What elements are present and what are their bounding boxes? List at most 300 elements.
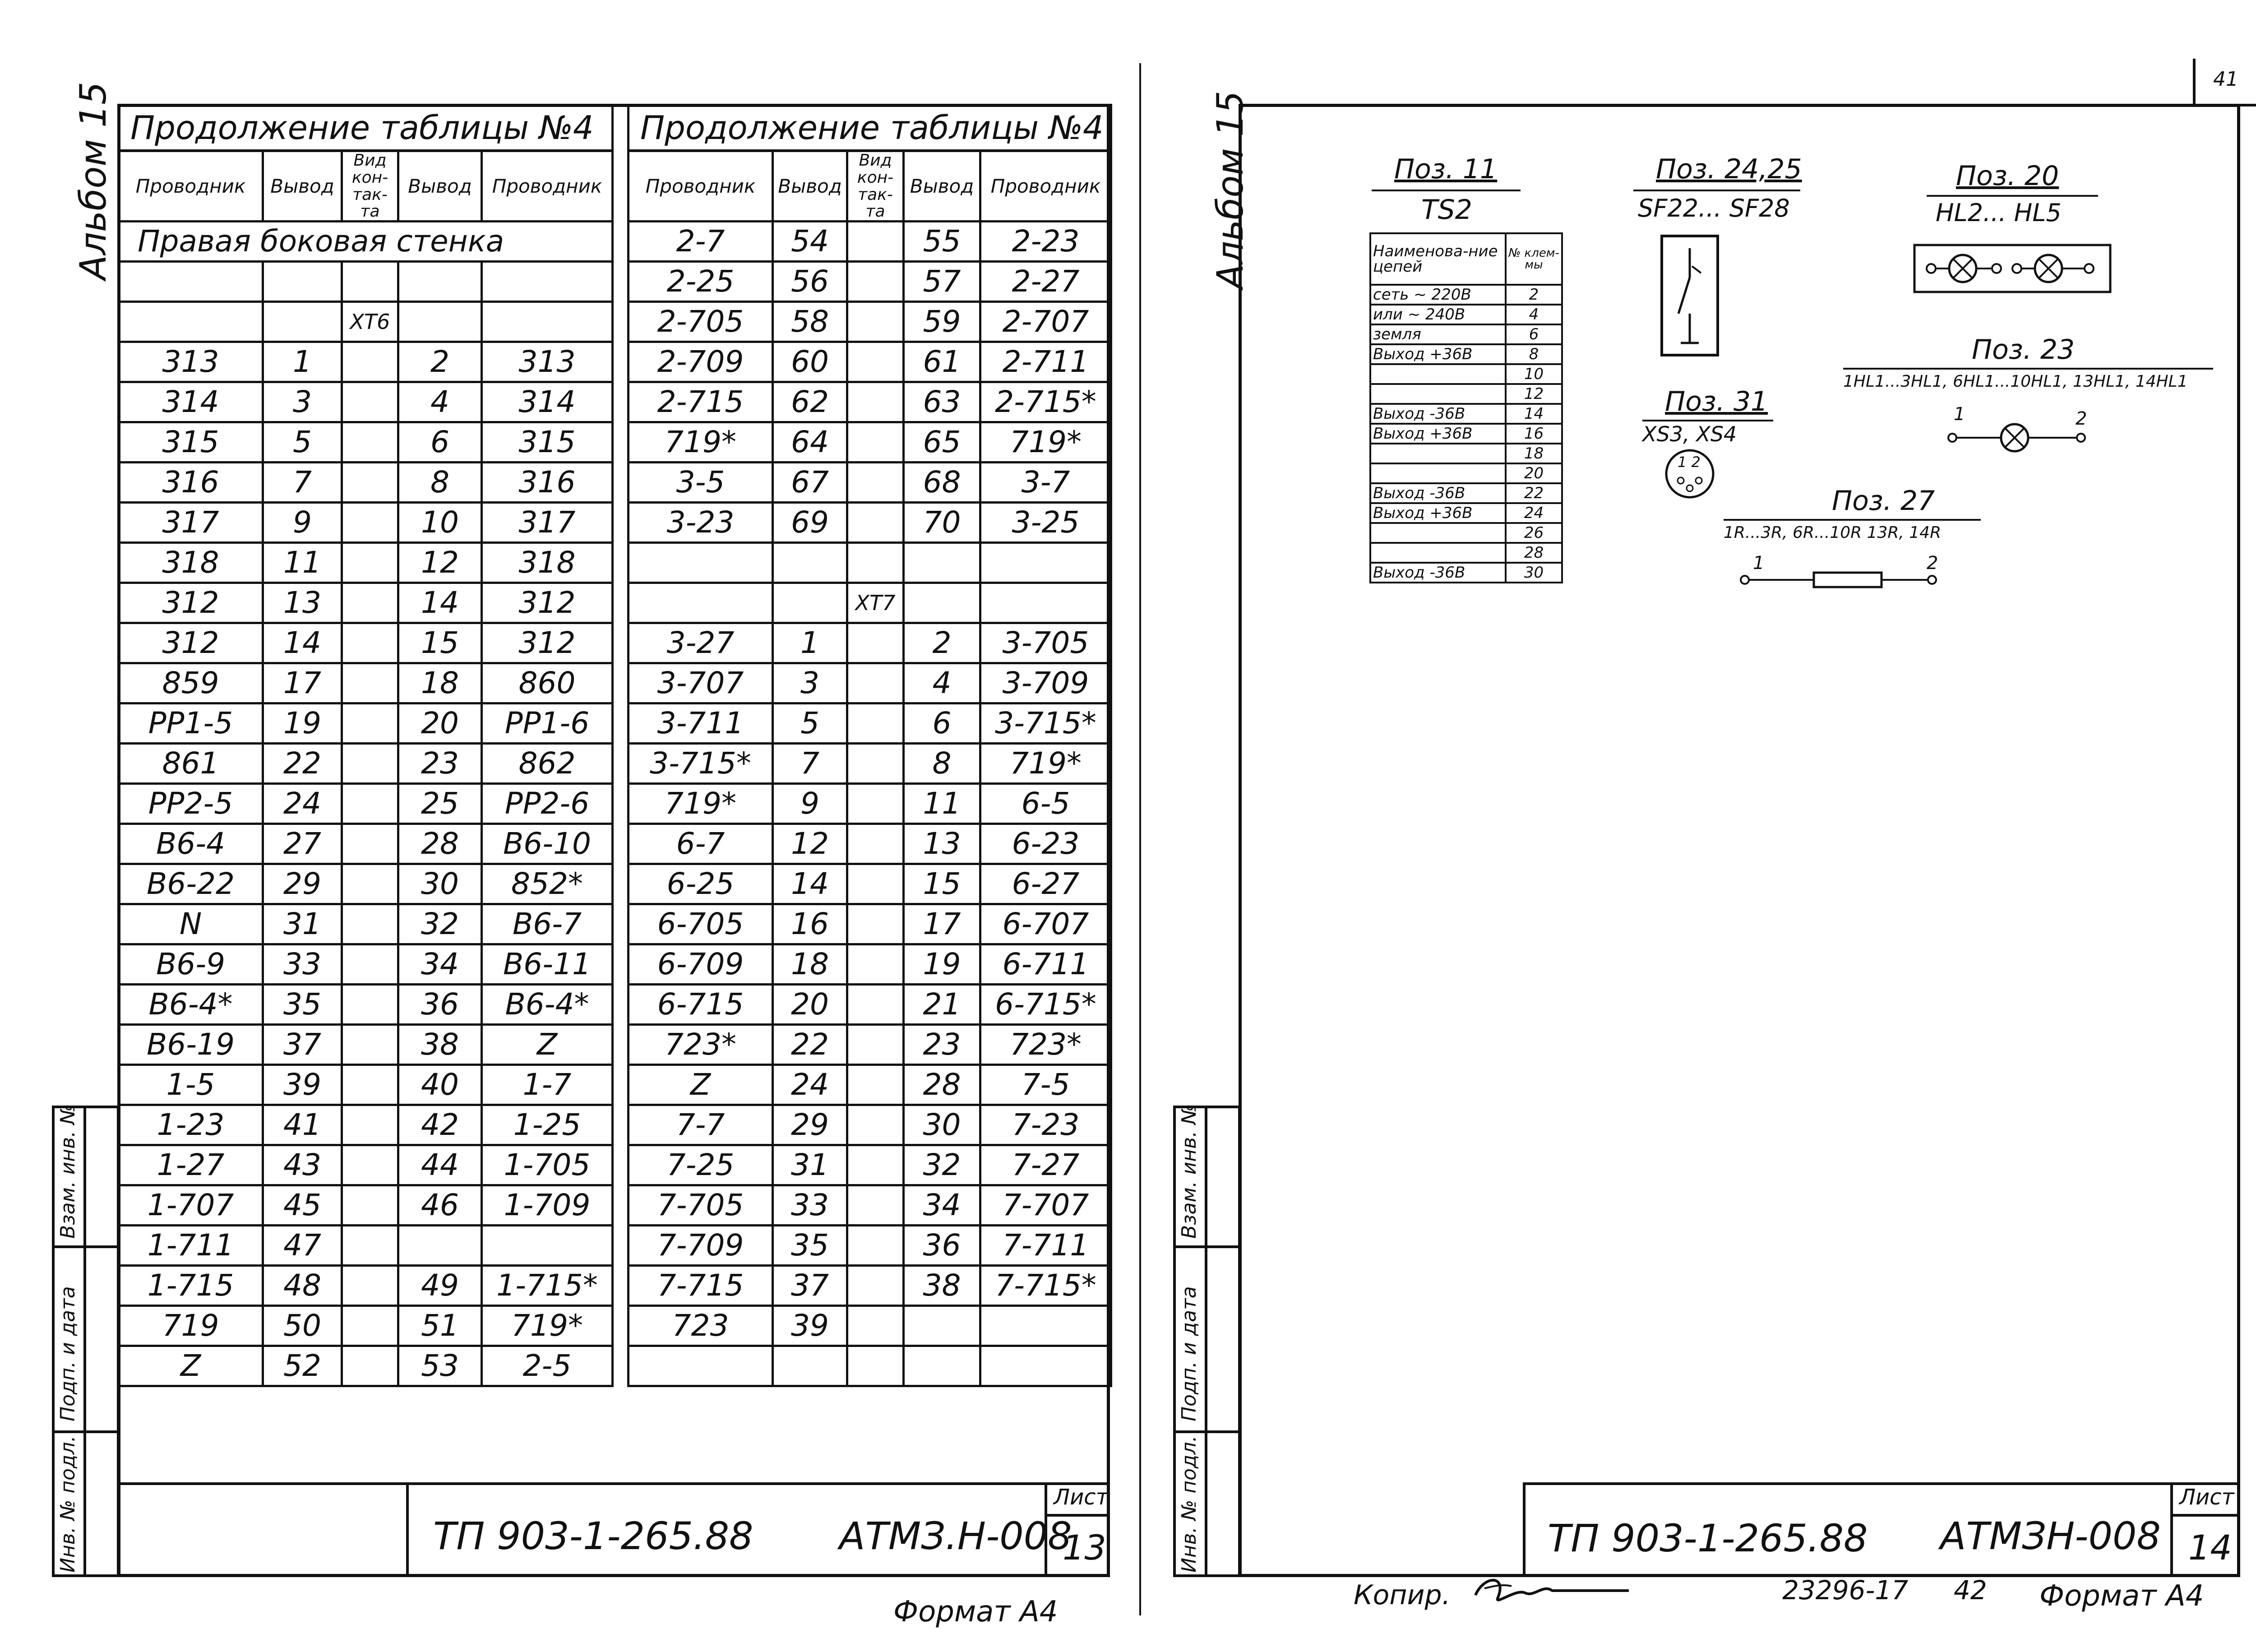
conductor-cell: 7-715: [629, 1266, 773, 1306]
circuit-name: Выход -36В: [1370, 483, 1506, 503]
terminal-cell: 41: [263, 1105, 342, 1145]
terminal-cell: 56: [773, 262, 847, 302]
contact-type-cell: [847, 904, 904, 944]
stamp-signature-date: Подп. и дата: [1178, 1286, 1201, 1421]
conductor-cell: [119, 302, 263, 342]
table-row: [119, 744, 613, 784]
conductor-cell: B6-7: [482, 904, 613, 944]
circuit-name: Выход +36В: [1370, 503, 1506, 523]
legend-row: [1370, 503, 1562, 523]
terminal-cell: 24: [773, 1065, 847, 1105]
lamp-symbol: [1947, 420, 2087, 456]
contact-type-cell: [342, 503, 398, 543]
conductor-cell: 3-711: [629, 703, 773, 744]
legend-row: [1370, 404, 1562, 424]
terminal-cell: 15: [904, 864, 980, 904]
table-row: [629, 744, 1111, 784]
terminal-cell: 69: [773, 503, 847, 543]
conductor-cell: 1-715*: [482, 1266, 613, 1306]
terminal-cell: 65: [904, 422, 980, 463]
terminal-cell: 14: [398, 583, 482, 623]
legend-row: [1370, 444, 1562, 463]
pos24-25-ref: SF22... SF28: [1638, 194, 1790, 222]
header-contact-type: Вид кон-так-та: [847, 151, 904, 222]
contact-type-cell: [847, 824, 904, 864]
circuit-name: Выход -36В: [1370, 404, 1506, 424]
pos11-col-num: № клем-мы: [1506, 233, 1562, 285]
header-terminal: Вывод: [773, 151, 847, 222]
pos11-col-name: Наименова-ние цепей: [1370, 233, 1506, 285]
stamp-original-inventory: Инв. № подл.: [56, 1435, 79, 1573]
conductor-cell: 312: [482, 623, 613, 663]
terminal-cell: 18: [398, 663, 482, 703]
conductor-cell: 1-7: [482, 1065, 613, 1105]
conductor-cell: 315: [482, 422, 613, 463]
table-row: [119, 824, 613, 864]
terminal-cell: 52: [263, 1346, 342, 1386]
table-row: [119, 463, 613, 503]
conductor-cell: 3-5: [629, 463, 773, 503]
terminal-cell: 33: [773, 1185, 847, 1226]
terminal-cell: 17: [904, 904, 980, 944]
section-caption: Правая боковая стенка: [119, 222, 613, 262]
header-contact-type: Вид кон-так-та: [342, 151, 398, 222]
doc-code-right: ТП 903-1-265.88: [1548, 1516, 1868, 1560]
table-row: [119, 1226, 613, 1266]
conductor-cell: 2-27: [980, 262, 1111, 302]
conductor-cell: 6-7: [629, 824, 773, 864]
conductor-cell: 719: [119, 1306, 263, 1346]
conductor-cell: 2-7: [629, 222, 773, 262]
page-number: 41: [2213, 68, 2238, 91]
table-row: [119, 1185, 613, 1226]
terminal-number: 22: [1506, 483, 1562, 503]
terminal-cell: 35: [263, 985, 342, 1025]
contact-type-cell: [847, 222, 904, 262]
table-row: [629, 463, 1111, 503]
table-title-right: Продолжение таблицы №4: [629, 105, 1111, 151]
contact-type-cell: [342, 422, 398, 463]
contact-type-cell: [342, 342, 398, 382]
table-row: [629, 1346, 1111, 1386]
terminal-cell: 5: [263, 422, 342, 463]
terminal-cell: 55: [904, 222, 980, 262]
conductor-cell: 6-707: [980, 904, 1111, 944]
contact-type-cell: [342, 1065, 398, 1105]
copyist-signature: [1466, 1570, 1638, 1611]
header-conductor: Проводник: [980, 151, 1111, 222]
circuit-name: или ~ 240В: [1370, 305, 1506, 324]
table-row: [119, 1145, 613, 1185]
conductor-cell: 312: [482, 583, 613, 623]
terminal-cell: 11: [263, 543, 342, 583]
table-row: [629, 302, 1111, 342]
header-conductor: Проводник: [482, 151, 613, 222]
conductor-cell: 313: [119, 342, 263, 382]
terminal-cell: 59: [904, 302, 980, 342]
conductor-cell: 2-715: [629, 382, 773, 422]
pos11-ref: TS2: [1421, 194, 1472, 226]
conductor-cell: 719*: [482, 1306, 613, 1346]
pos24-25-title: Поз. 24,25: [1656, 153, 1802, 185]
conductor-cell: 719*: [980, 422, 1111, 463]
table-row: [629, 543, 1111, 583]
contact-type-cell: [847, 1105, 904, 1145]
terminal-cell: 62: [773, 382, 847, 422]
terminal-number: 2: [1506, 285, 1562, 305]
conductor-cell: Z: [629, 1065, 773, 1105]
pos23-pin1: 1: [1954, 404, 1965, 425]
terminal-cell: 38: [904, 1266, 980, 1306]
conductor-cell: 7-25: [629, 1145, 773, 1185]
header-conductor: Проводник: [119, 151, 263, 222]
contact-type-cell: [342, 1025, 398, 1065]
pos27-title: Поз. 27: [1832, 485, 1935, 517]
circuit-name: [1370, 444, 1506, 463]
stamp-original-inventory: Инв. № подл.: [1178, 1435, 1201, 1573]
contact-type-cell: [847, 302, 904, 342]
contact-type-cell: [847, 663, 904, 703]
conductor-cell: 2-709: [629, 342, 773, 382]
terminal-cell: 6: [904, 703, 980, 744]
header-terminal: Вывод: [398, 151, 482, 222]
conductor-cell: 7-5: [980, 1065, 1111, 1105]
conductor-cell: 318: [119, 543, 263, 583]
terminal-cell: [398, 262, 482, 302]
terminal-cell: 7: [263, 463, 342, 503]
terminal-cell: 36: [904, 1226, 980, 1266]
contact-type-cell: [847, 864, 904, 904]
contact-type-cell: [342, 904, 398, 944]
table-row: [119, 1025, 613, 1065]
table-title-left: Продолжение таблицы №4: [119, 105, 613, 151]
table-row: [119, 302, 613, 342]
terminal-number: 30: [1506, 563, 1562, 583]
conductor-cell: 3-709: [980, 663, 1111, 703]
table-row: [119, 503, 613, 543]
table-row: [629, 382, 1111, 422]
contact-type-cell: [342, 744, 398, 784]
terminal-cell: 1: [773, 623, 847, 663]
contact-type-cell: XT7: [847, 583, 904, 623]
terminal-number: 14: [1506, 404, 1562, 424]
conductor-cell: B6-22: [119, 864, 263, 904]
table-row: [629, 904, 1111, 944]
conductor-cell: 1-711: [119, 1226, 263, 1266]
contact-type-cell: [342, 1185, 398, 1226]
conductor-cell: 317: [482, 503, 613, 543]
legend-row: [1370, 324, 1562, 344]
terminal-cell: 13: [263, 583, 342, 623]
conductor-cell: 7-711: [980, 1226, 1111, 1266]
circuit-name: [1370, 364, 1506, 384]
conductor-cell: PP2-6: [482, 784, 613, 824]
conductor-cell: 314: [119, 382, 263, 422]
terminal-cell: 40: [398, 1065, 482, 1105]
terminal-cell: 6: [398, 422, 482, 463]
conductor-cell: B6-19: [119, 1025, 263, 1065]
terminal-number: 8: [1506, 344, 1562, 364]
contact-type-cell: [342, 703, 398, 744]
terminal-number: 28: [1506, 543, 1562, 563]
terminal-cell: [773, 543, 847, 583]
conductor-cell: 7-709: [629, 1226, 773, 1266]
circuit-name: [1370, 384, 1506, 404]
contact-type-cell: [342, 864, 398, 904]
terminal-cell: 10: [398, 503, 482, 543]
conductor-cell: [629, 583, 773, 623]
terminal-cell: 51: [398, 1306, 482, 1346]
conductor-cell: 2-5: [482, 1346, 613, 1386]
contact-type-cell: [342, 1346, 398, 1386]
conductor-cell: B6-11: [482, 944, 613, 985]
terminal-cell: 5: [773, 703, 847, 744]
stamp-replacement: Взам. инв. №: [1178, 1104, 1201, 1239]
conductor-cell: 312: [119, 583, 263, 623]
terminal-cell: 19: [904, 944, 980, 985]
table-row: [119, 1346, 613, 1386]
conductor-cell: [980, 543, 1111, 583]
drawing-code-left: АТМЗ.Н-008: [839, 1514, 1072, 1558]
table-row: [629, 944, 1111, 985]
terminal-cell: 3: [773, 663, 847, 703]
terminal-cell: 67: [773, 463, 847, 503]
terminal-number: 6: [1506, 324, 1562, 344]
order-number: 23296-17: [1782, 1575, 1909, 1606]
conductor-cell: 3-707: [629, 663, 773, 703]
terminal-cell: 57: [904, 262, 980, 302]
terminal-cell: 36: [398, 985, 482, 1025]
conductor-cell: 315: [119, 422, 263, 463]
contact-type-cell: [847, 543, 904, 583]
terminal-cell: 39: [263, 1065, 342, 1105]
legend-row: [1370, 543, 1562, 563]
conductor-cell: Z: [482, 1025, 613, 1065]
table-row: [119, 342, 613, 382]
pos23-pin2: 2: [2076, 408, 2087, 429]
circuit-name: Выход +36В: [1370, 424, 1506, 444]
conductor-cell: 6-705: [629, 904, 773, 944]
conductor-cell: [980, 1346, 1111, 1386]
stamp-signature-date: Подп. и дата: [56, 1286, 79, 1421]
terminal-cell: 13: [904, 824, 980, 864]
conductor-cell: B6-4*: [119, 985, 263, 1025]
table-row: [119, 703, 613, 744]
table-row: [629, 1306, 1111, 1346]
legend-row: [1370, 384, 1562, 404]
terminal-cell: [904, 583, 980, 623]
conductor-cell: 313: [482, 342, 613, 382]
terminal-cell: 18: [773, 944, 847, 985]
terminal-cell: 61: [904, 342, 980, 382]
table-row: [629, 784, 1111, 824]
table-row: [629, 503, 1111, 543]
terminal-cell: 29: [773, 1105, 847, 1145]
contact-type-cell: [342, 1306, 398, 1346]
conductor-cell: 2-23: [980, 222, 1111, 262]
conductor-cell: 852*: [482, 864, 613, 904]
contact-type-cell: [342, 382, 398, 422]
terminal-cell: 54: [773, 222, 847, 262]
pos27-pin2: 2: [1927, 553, 1938, 574]
contact-type-cell: [847, 985, 904, 1025]
terminal-cell: 53: [398, 1346, 482, 1386]
resistor-symbol: [1739, 566, 1938, 593]
terminal-cell: 25: [398, 784, 482, 824]
conductor-cell: 2-25: [629, 262, 773, 302]
legend-row: [1370, 305, 1562, 324]
conductor-cell: 723*: [980, 1025, 1111, 1065]
terminal-cell: 42: [398, 1105, 482, 1145]
doc-code-left: ТП 903-1-265.88: [433, 1514, 754, 1558]
conductor-cell: 2-705: [629, 302, 773, 342]
pos20-ref: HL2... HL5: [1936, 199, 2062, 227]
contact-type-cell: [847, 503, 904, 543]
terminal-cell: 30: [904, 1105, 980, 1145]
conductor-cell: 7-715*: [980, 1266, 1111, 1306]
table-row: [119, 1266, 613, 1306]
circuit-name: [1370, 463, 1506, 483]
table-row: [119, 1105, 613, 1145]
terminal-cell: 70: [904, 503, 980, 543]
table-row: [629, 1185, 1111, 1226]
terminal-cell: 12: [773, 824, 847, 864]
terminal-cell: 22: [773, 1025, 847, 1065]
contact-type-cell: [847, 342, 904, 382]
terminal-cell: 4: [904, 663, 980, 703]
terminal-cell: 9: [263, 503, 342, 543]
contact-type-cell: [847, 1306, 904, 1346]
terminal-cell: 38: [398, 1025, 482, 1065]
contact-type-cell: [342, 583, 398, 623]
table-row: [119, 904, 613, 944]
terminal-cell: 16: [773, 904, 847, 944]
terminal-cell: 48: [263, 1266, 342, 1306]
contact-type-cell: [847, 1185, 904, 1226]
table-row: [119, 1065, 613, 1105]
table-row: [119, 784, 613, 824]
pos31-title: Поз. 31: [1665, 386, 1768, 417]
drawing-code-right: АТМЗН-008: [1940, 1514, 2161, 1558]
terminal-cell: 34: [398, 944, 482, 985]
conductor-cell: [482, 262, 613, 302]
terminal-cell: 27: [263, 824, 342, 864]
legend-row: [1370, 483, 1562, 503]
terminal-cell: 24: [263, 784, 342, 824]
contact-type-cell: [847, 463, 904, 503]
conductor-cell: N: [119, 904, 263, 944]
album-label-left: Альбом 15: [72, 82, 114, 280]
connection-table-left: [117, 104, 614, 1387]
conductor-cell: 1-705: [482, 1145, 613, 1185]
conductor-cell: [980, 1306, 1111, 1346]
conductor-cell: 723*: [629, 1025, 773, 1065]
contact-type-cell: [847, 1145, 904, 1185]
conductor-cell: 719*: [629, 422, 773, 463]
conductor-cell: 1-23: [119, 1105, 263, 1145]
contact-type-cell: [342, 784, 398, 824]
terminal-cell: 46: [398, 1185, 482, 1226]
terminal-cell: [398, 1226, 482, 1266]
contact-type-cell: [847, 1065, 904, 1105]
terminal-number: 4: [1506, 305, 1562, 324]
terminal-cell: 50: [263, 1306, 342, 1346]
table-row: [629, 824, 1111, 864]
conductor-cell: 861: [119, 744, 263, 784]
pos20-title: Поз. 20: [1956, 160, 2059, 192]
contact-type-cell: [847, 1226, 904, 1266]
terminal-cell: 29: [263, 864, 342, 904]
contact-type-cell: [342, 1226, 398, 1266]
conductor-cell: 7-23: [980, 1105, 1111, 1145]
terminal-cell: [904, 1306, 980, 1346]
format-right: Формат А4: [2039, 1579, 2204, 1613]
terminal-cell: 20: [398, 703, 482, 744]
legend-row: [1370, 285, 1562, 305]
terminal-cell: 58: [773, 302, 847, 342]
terminal-cell: 44: [398, 1145, 482, 1185]
terminal-cell: [263, 302, 342, 342]
conductor-cell: 6-715: [629, 985, 773, 1025]
terminal-cell: 33: [263, 944, 342, 985]
header-terminal: Вывод: [904, 151, 980, 222]
pos27-pin1: 1: [1753, 553, 1765, 574]
table-row: [629, 1266, 1111, 1306]
conductor-cell: PP1-5: [119, 703, 263, 744]
conductor-cell: 1-707: [119, 1185, 263, 1226]
contact-type-cell: [342, 1145, 398, 1185]
conductor-cell: 6-715*: [980, 985, 1111, 1025]
conductor-cell: 6-709: [629, 944, 773, 985]
terminal-cell: [773, 583, 847, 623]
terminal-cell: 45: [263, 1185, 342, 1226]
table-row: [119, 543, 613, 583]
conductor-cell: 3-7: [980, 463, 1111, 503]
conductor-cell: [482, 1226, 613, 1266]
table-row: [629, 1105, 1111, 1145]
conductor-cell: 316: [119, 463, 263, 503]
conductor-cell: 860: [482, 663, 613, 703]
table-row: [629, 262, 1111, 302]
contact-type-cell: [847, 1346, 904, 1386]
contact-type-cell: [342, 663, 398, 703]
contact-type-cell: [847, 703, 904, 744]
conductor-cell: 1-5: [119, 1065, 263, 1105]
sheet-label-right: Лист: [2179, 1485, 2234, 1510]
table-row: [629, 623, 1111, 663]
circuit-breaker-symbol: [1660, 235, 1719, 356]
terminal-cell: 17: [263, 663, 342, 703]
table-row: [119, 262, 613, 302]
contact-type-cell: [847, 262, 904, 302]
legend-row: [1370, 563, 1562, 583]
conductor-cell: 723: [629, 1306, 773, 1346]
connection-table-right: [627, 104, 1112, 1387]
terminal-cell: 14: [773, 864, 847, 904]
terminal-cell: 7: [773, 744, 847, 784]
conductor-cell: 2-715*: [980, 382, 1111, 422]
terminal-cell: 4: [398, 382, 482, 422]
table-row: [119, 944, 613, 985]
contact-type-cell: [342, 824, 398, 864]
terminal-cell: [904, 543, 980, 583]
terminal-cell: 30: [398, 864, 482, 904]
table-row: [119, 583, 613, 623]
terminal-number: 26: [1506, 523, 1562, 543]
table-row: [119, 623, 613, 663]
format-left: Формат А4: [893, 1595, 1058, 1629]
contact-type-cell: [847, 422, 904, 463]
